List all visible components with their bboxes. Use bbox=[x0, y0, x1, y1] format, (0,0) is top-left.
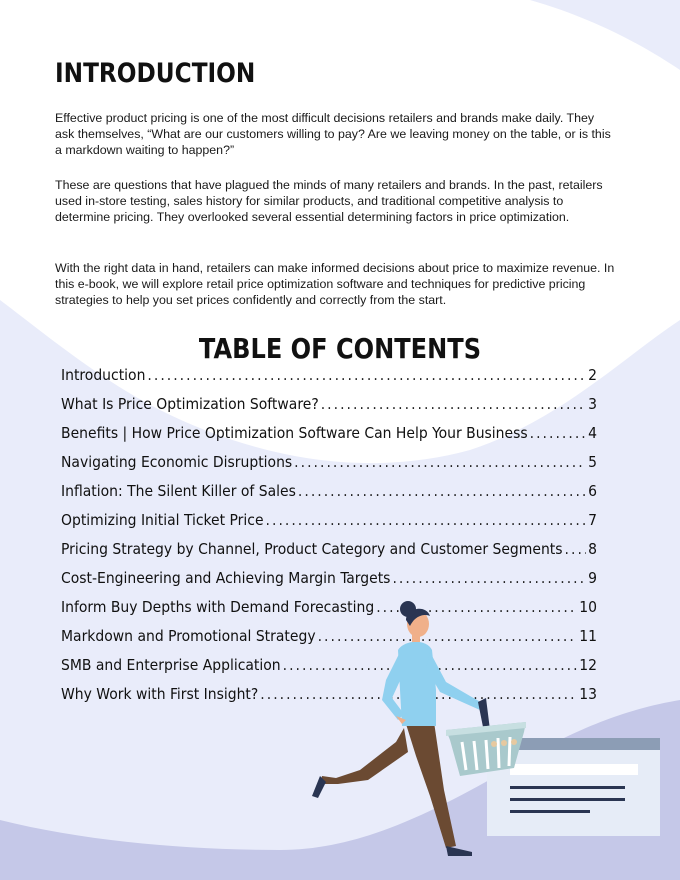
toc-item[interactable] bbox=[61, 540, 597, 569]
toc-item-label: Navigating Economic Disruptions bbox=[61, 453, 293, 471]
toc-item-page: 6 bbox=[588, 482, 597, 500]
toc-item-label: Why Work with First Insight? bbox=[61, 685, 259, 703]
toc-leader-dots bbox=[283, 656, 578, 674]
toc-item-page: 11 bbox=[579, 627, 597, 645]
toc-item[interactable] bbox=[61, 569, 597, 598]
intro-paragraph: With the right data in hand, retailers can make informed decisions about price to maximize revenue. In this e-book, we will explore retail price optimization software and techniques for predictive pricing strategies to help you set prices confidently and correctly from the start. bbox=[55, 261, 615, 307]
toc-item-page: 7 bbox=[588, 511, 597, 529]
toc-item-label: SMB and Enterprise Application bbox=[61, 656, 281, 674]
toc-item-label: Inflation: The Silent Killer of Sales bbox=[61, 482, 296, 500]
toc-item-label: Optimizing Initial Ticket Price bbox=[61, 511, 264, 529]
toc-leader-dots bbox=[298, 482, 586, 500]
toc-item-label: Cost-Engineering and Achieving Margin Targets bbox=[61, 569, 391, 587]
toc-leader-dots bbox=[376, 598, 577, 616]
toc-item-page: 9 bbox=[588, 569, 597, 587]
toc-item-label: Markdown and Promotional Strategy bbox=[61, 627, 316, 645]
toc-item-label: Introduction bbox=[61, 366, 146, 384]
toc-item-label: Inform Buy Depths with Demand Forecasting bbox=[61, 598, 375, 616]
toc-leader-dots bbox=[294, 453, 586, 471]
toc-item[interactable] bbox=[61, 482, 597, 511]
toc-item-page: 10 bbox=[579, 598, 597, 616]
toc-item-page: 8 bbox=[588, 540, 597, 558]
intro-paragraph: These are questions that have plagued the minds of many retailers and brands. In the past, retailers used in-store testing, sales history for similar products, and traditional competitive analysis to determine pricing. They overlooked several essential determining factors in price optimization. bbox=[55, 178, 603, 224]
toc-leader-dots bbox=[392, 569, 586, 587]
toc-item-page: 12 bbox=[579, 656, 597, 674]
toc-item-page: 5 bbox=[588, 453, 597, 471]
toc-item-page: 4 bbox=[588, 424, 597, 442]
toc-item[interactable] bbox=[61, 395, 597, 424]
toc-item-label: What Is Price Optimization Software? bbox=[61, 395, 319, 413]
intro-paragraph: Effective product pricing is one of the most difficult decisions retailers and brands make daily. They ask themselves, “What are our customers willing to pay? Are we leaving money on the table, or is this a markdown waiting to happen?” bbox=[55, 111, 611, 157]
toc-item[interactable] bbox=[61, 656, 597, 685]
toc-leader-dots bbox=[565, 540, 587, 558]
toc-leader-dots bbox=[260, 685, 577, 703]
toc-item[interactable] bbox=[61, 366, 597, 395]
toc-item-label: Pricing Strategy by Channel, Product Category and Customer Segments bbox=[61, 540, 563, 558]
intro-heading: INTRODUCTION bbox=[55, 58, 256, 89]
toc-heading: TABLE OF CONTENTS bbox=[198, 332, 482, 365]
toc-list bbox=[61, 366, 597, 714]
toc-item-page: 2 bbox=[588, 366, 597, 384]
toc-item[interactable] bbox=[61, 511, 597, 540]
toc-item[interactable] bbox=[61, 453, 597, 482]
toc-leader-dots bbox=[530, 424, 586, 442]
toc-item-page: 13 bbox=[579, 685, 597, 703]
toc-item[interactable] bbox=[61, 627, 597, 656]
toc-item[interactable] bbox=[61, 598, 597, 627]
toc-item-label: Benefits | How Price Optimization Software Can Help Your Business bbox=[61, 424, 528, 442]
toc-leader-dots bbox=[321, 395, 586, 413]
toc-item[interactable] bbox=[61, 685, 597, 714]
toc-leader-dots bbox=[318, 627, 578, 645]
toc-leader-dots bbox=[147, 366, 586, 384]
toc-item-page: 3 bbox=[588, 395, 597, 413]
toc-leader-dots bbox=[266, 511, 587, 529]
toc-item[interactable] bbox=[61, 424, 597, 453]
